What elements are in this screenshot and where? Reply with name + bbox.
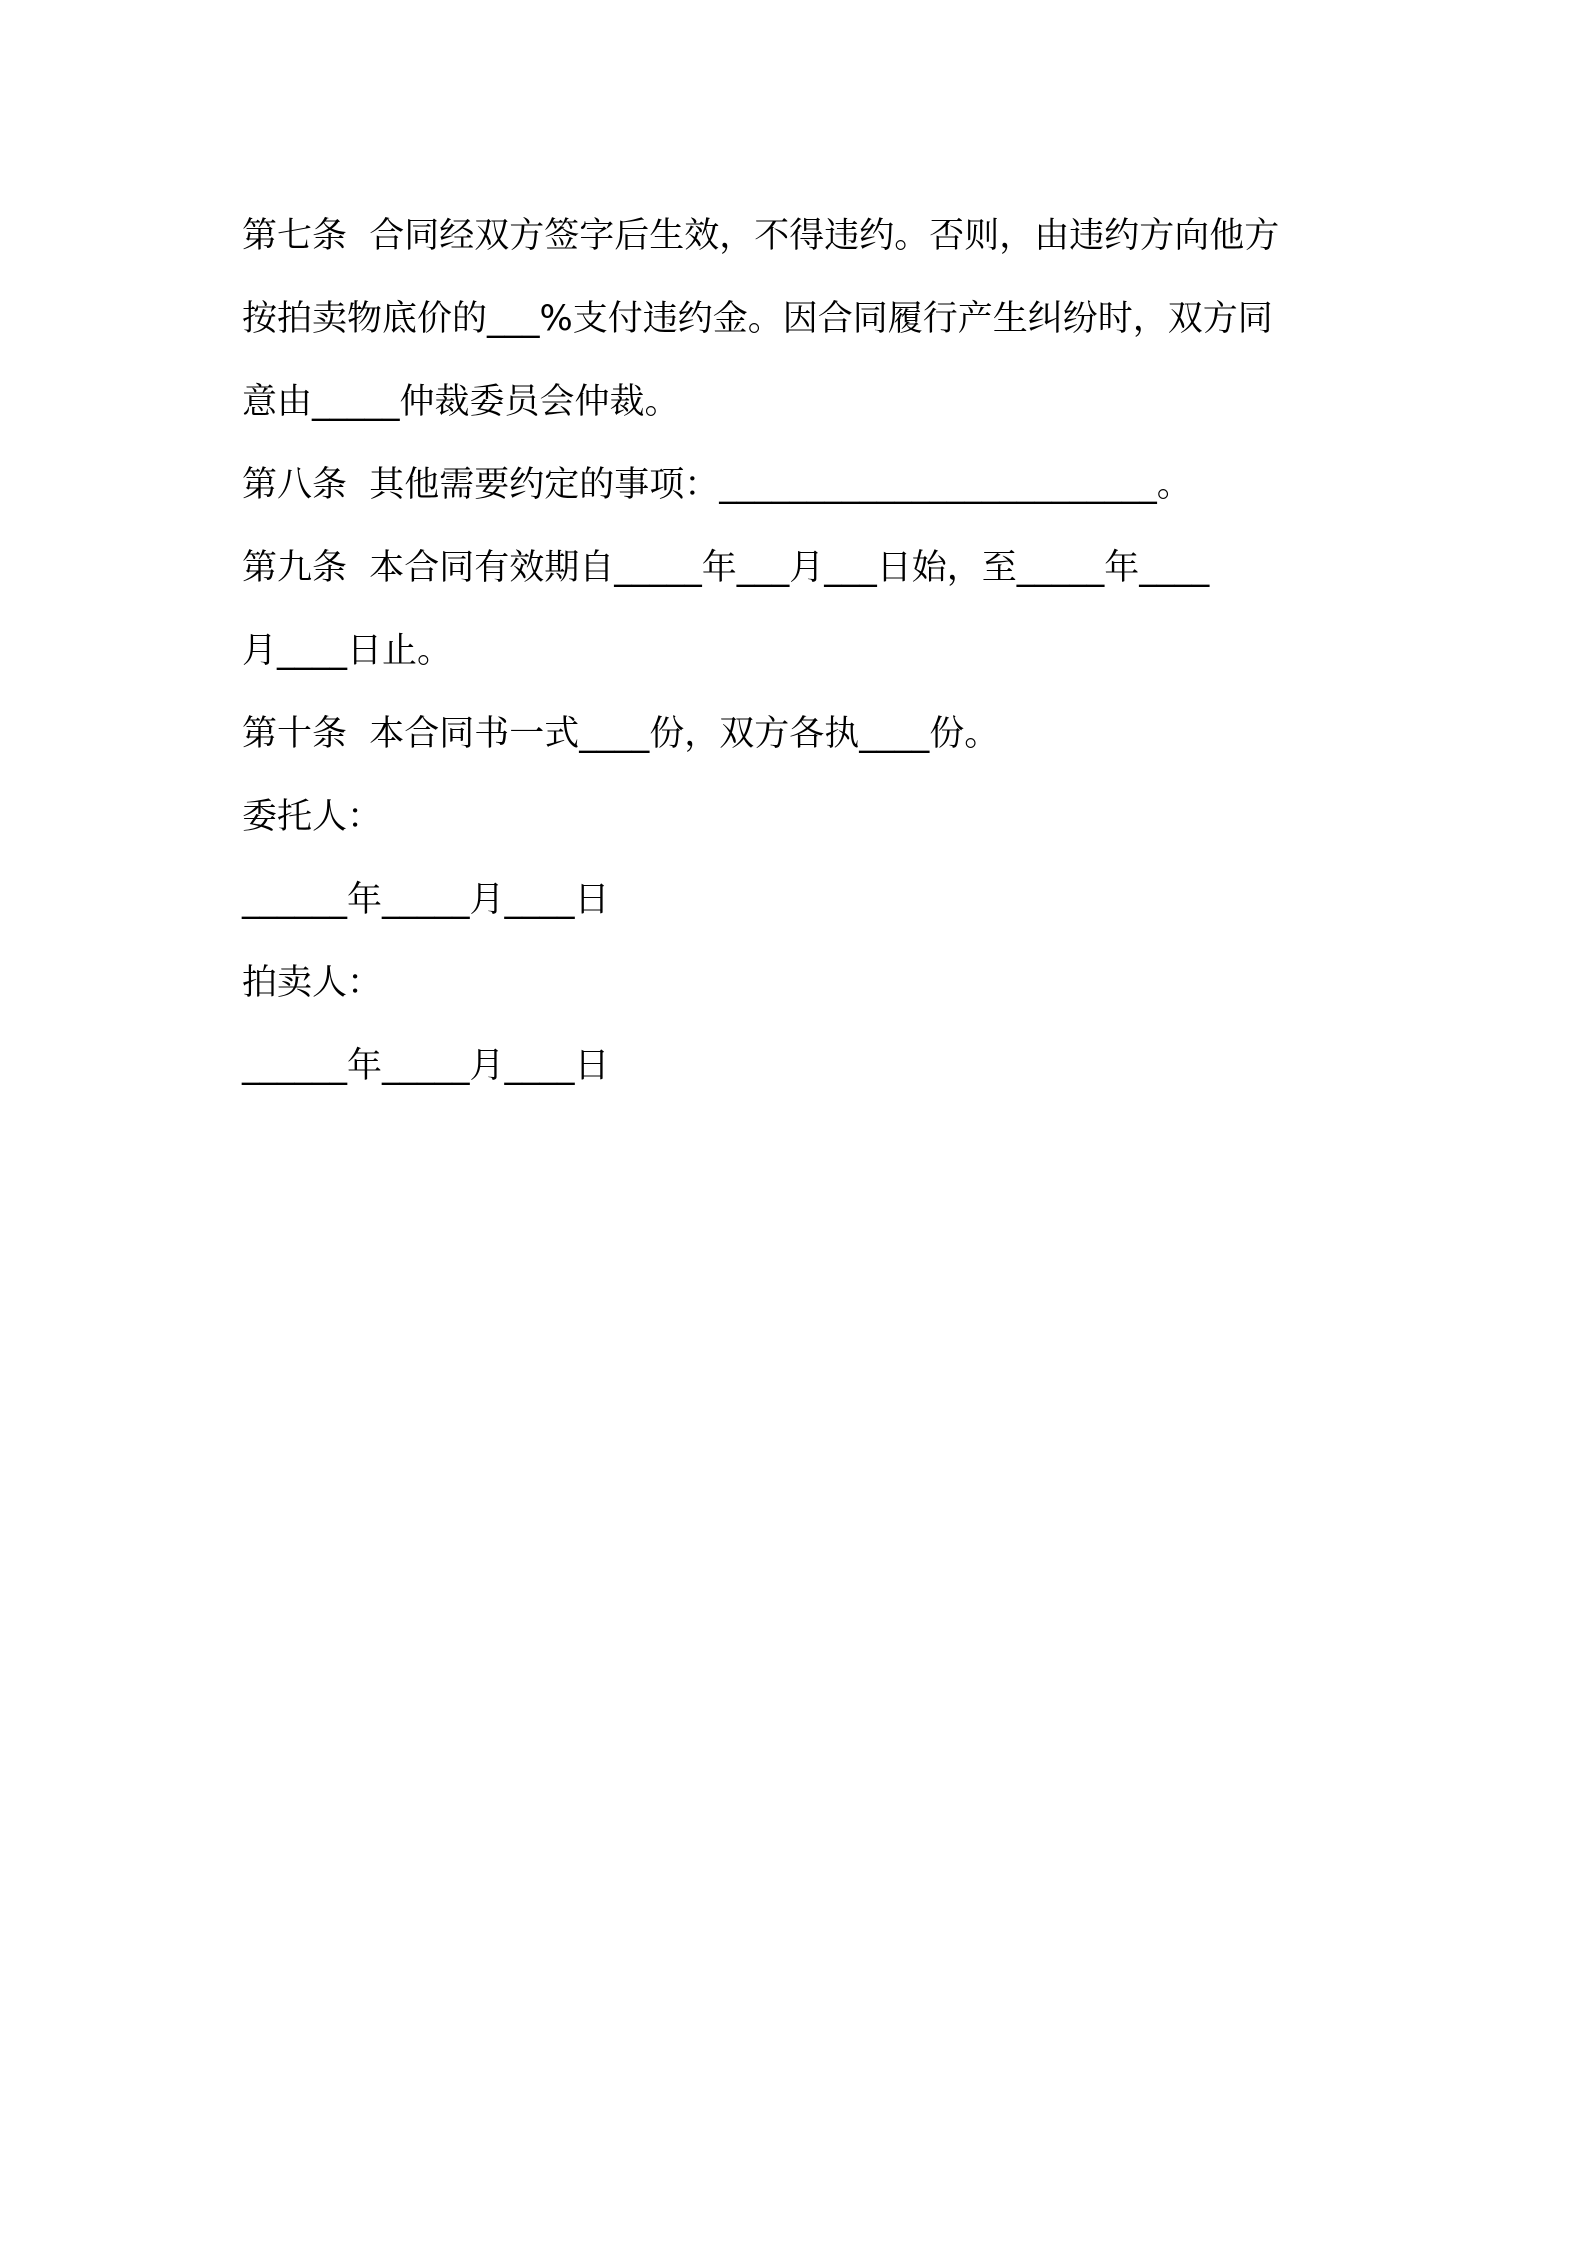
article-9-line-2: 月____日止。 — [242, 631, 453, 671]
article-9-line-1: 第九条 本合同有效期自_____年___月___日始，至_____年____ — [242, 548, 1210, 588]
article-8: 第八条 其他需要约定的事项：_________________________。 — [242, 465, 1192, 505]
auctioneer-date: ______年_____月____日 — [242, 1046, 610, 1086]
article-7-line-3: 意由_____仲裁委员会仲裁。 — [242, 382, 680, 422]
principal-label: 委托人： — [242, 797, 383, 837]
article-7-line-2: 按拍卖物底价的___%支付违约金。因合同履行产生纠纷时，双方同 — [242, 299, 1273, 339]
article-10: 第十条 本合同书一式____份，双方各执____份。 — [242, 714, 1000, 754]
contract-body — [242, 195, 1362, 1108]
auctioneer-label: 拍卖人： — [242, 963, 383, 1003]
article-7-line-1: 第七条 合同经双方签字后生效，不得违约。否则，由违约方向他方 — [242, 216, 1280, 256]
principal-date: ______年_____月____日 — [242, 880, 610, 920]
